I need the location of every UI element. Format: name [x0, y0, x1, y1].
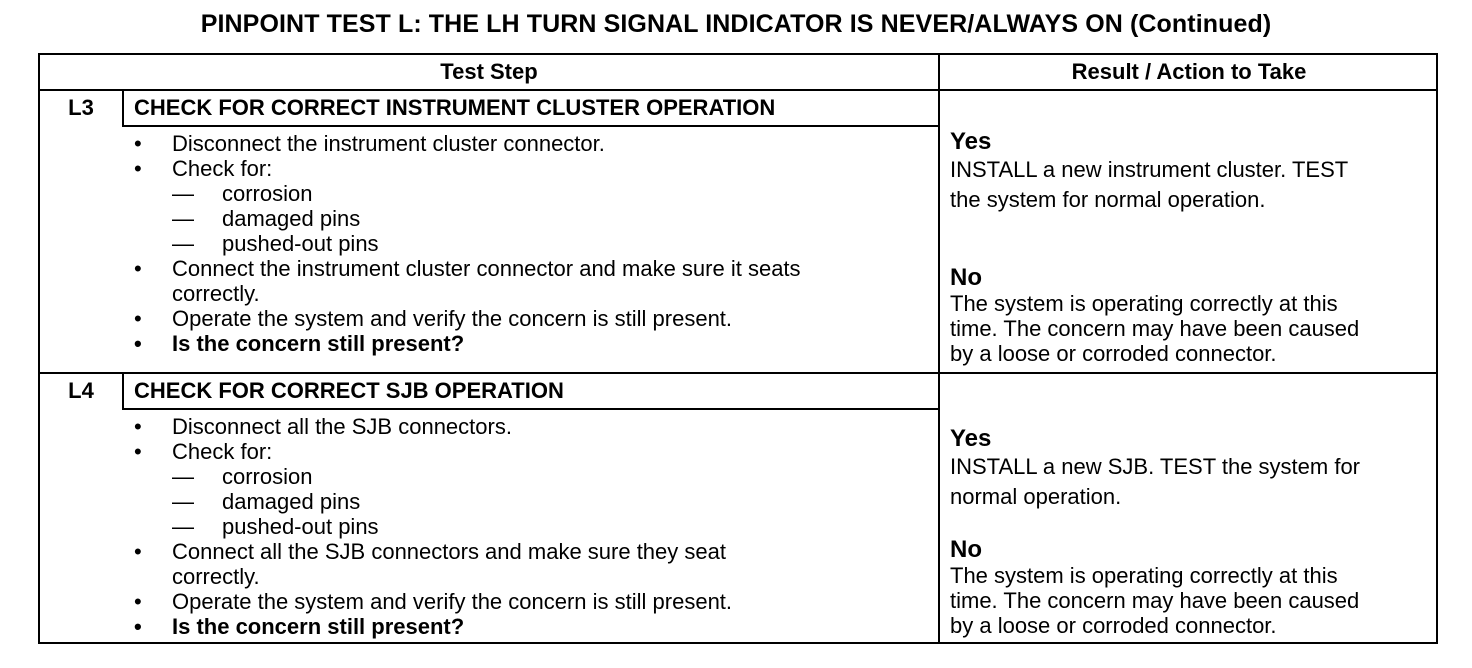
header-result-action: Result / Action to Take [1071, 59, 1307, 84]
instruction-item: • Connect all the SJB connectors and make sure they seat [134, 539, 732, 564]
step-title-rule [122, 125, 938, 127]
step-title-rule [122, 408, 938, 410]
result-block [950, 426, 1438, 512]
instruction-item: • Disconnect the instrument cluster connector. [134, 131, 801, 156]
instruction-item: • Connect the instrument cluster connector and make sure it seats [134, 256, 801, 281]
step-instructions [134, 414, 732, 639]
check-item: — pushed-out pins [134, 514, 732, 539]
pinpoint-test-table [38, 53, 1438, 644]
result-block [950, 537, 1438, 638]
no-label: No [950, 536, 982, 563]
instruction-item: • Check for: [134, 156, 801, 181]
result-block [950, 265, 1438, 366]
check-item: — damaged pins [134, 489, 732, 514]
no-action-line: The system is operating correctly at this [950, 291, 1338, 316]
step-title: CHECK FOR CORRECT SJB OPERATION [134, 378, 564, 403]
yes-action-line: INSTALL a new instrument cluster. TEST [950, 157, 1349, 182]
no-action-line: The system is operating correctly at this [950, 563, 1338, 588]
step-id-divider [122, 91, 124, 127]
instruction-item: • Check for: [134, 439, 732, 464]
step-title: CHECK FOR CORRECT INSTRUMENT CLUSTER OPERATION [134, 95, 776, 120]
header-test-step: Test Step [440, 59, 538, 84]
no-action-line: time. The concern may have been caused [950, 316, 1360, 341]
yes-label: Yes [950, 425, 992, 452]
step-id-divider [122, 374, 124, 410]
instruction-continuation: correctly. [172, 281, 260, 306]
question-item: • Is the concern still present? [134, 614, 732, 639]
yes-label: Yes [950, 128, 992, 155]
instruction-item: • Operate the system and verify the concern is still present. [134, 306, 801, 331]
no-action-line: by a loose or corroded connector. [950, 613, 1277, 638]
step-id: L4 [68, 378, 94, 403]
question-item: • Is the concern still present? [134, 331, 801, 356]
result-block [950, 129, 1438, 215]
no-action-line: by a loose or corroded connector. [950, 341, 1277, 366]
step-instructions [134, 131, 801, 356]
yes-action-line: normal operation. [950, 484, 1122, 509]
check-item: — corrosion [134, 464, 732, 489]
instruction-item: • Operate the system and verify the concern is still present. [134, 589, 732, 614]
instruction-continuation: correctly. [172, 564, 260, 589]
yes-action-line: the system for normal operation. [950, 187, 1266, 212]
instruction-item: • Disconnect all the SJB connectors. [134, 414, 732, 439]
check-item: — corrosion [134, 181, 801, 206]
page-title: PINPOINT TEST L: THE LH TURN SIGNAL INDICATOR IS NEVER/ALWAYS ON (Continued) [200, 10, 1272, 38]
check-item: — damaged pins [134, 206, 801, 231]
no-label: No [950, 264, 982, 291]
column-divider [938, 55, 940, 642]
step-id: L3 [68, 95, 94, 120]
check-item: — pushed-out pins [134, 231, 801, 256]
no-action-line: time. The concern may have been caused [950, 588, 1360, 613]
yes-action-line: INSTALL a new SJB. TEST the system for [950, 454, 1361, 479]
